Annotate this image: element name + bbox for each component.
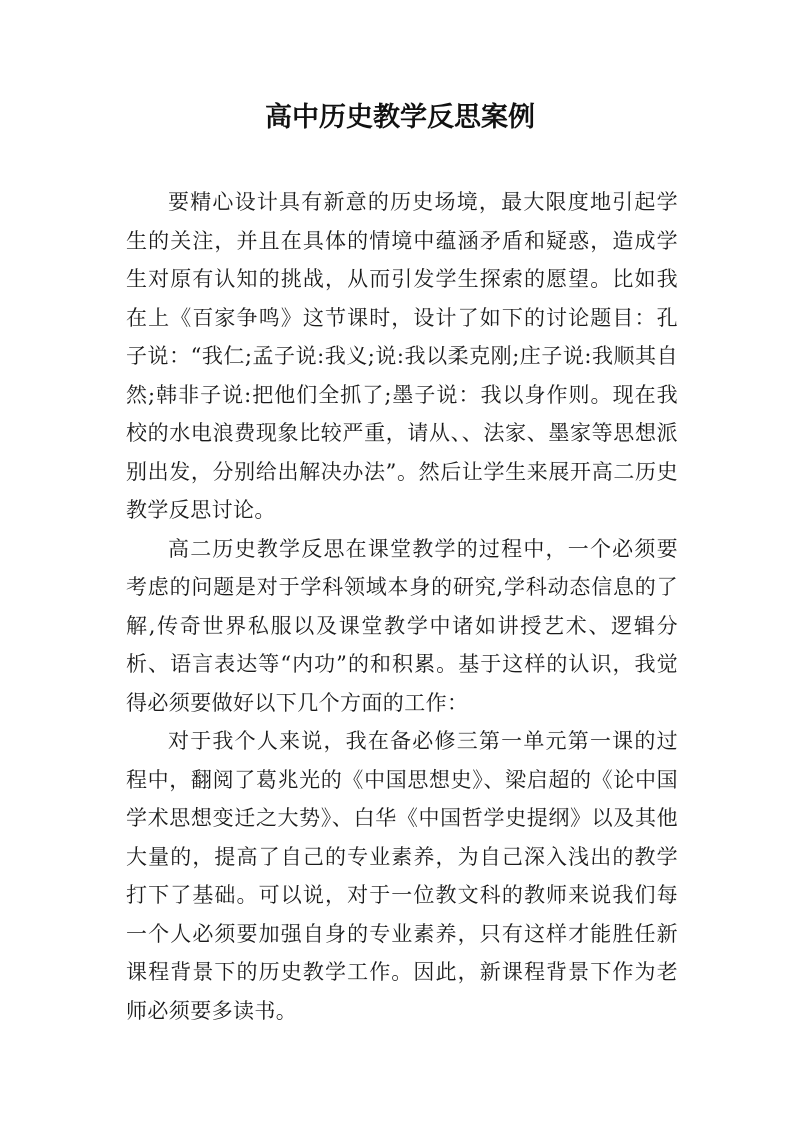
paragraph-3: 对于我个人来说，我在备必修三第一单元第一课的过程中，翻阅了葛兆光的《中国思想史》、梁启超的《论中国学术思想变迁之大势》、白华《中国哲学史提纲》以及其他大量的，提高了自己的专业素养，为自己深入浅出的教学打下了基础。可以说，对于一位教文科的教师来说我们每一个人必须要加强自身的专业素养，只有这样才能胜任新课程背景下的历史教学工作。因此，新课程背景下作为老师必须要多读书。 xyxy=(126,729,678,1023)
paragraph-2: 高二历史教学反思在课堂教学的过程中，一个必须要考虑的问题是对于学科领域本身的研究,学科动态信息的了解,传奇世界私服以及课堂教学中诸如讲授艺术、逻辑分析、语言表达等“内功”的和积累。基于这样的认识，我觉得必须要做好以下几个方面的工作： xyxy=(126,536,678,715)
document-body xyxy=(126,183,678,1030)
document-title: 高中历史教学反思案例 xyxy=(265,102,535,133)
paragraph-1: 要精心设计具有新意的历史场境，最大限度地引起学生的关注，并且在具体的情境中蕴涵矛盾和疑惑，造成学生对原有认知的挑战，从而引发学生探索的愿望。比如我在上《百家争鸣》这节课时，设计了如下的讨论题目：孔子说：“我仁;孟子说:我义;说:我以柔克刚;庄子说:我顺其自然;韩非子说:把他们全抓了;墨子说：我以身作则。现在我校的水电浪费现象比较严重，请从、、法家、墨家等思想派别出发，分别给出解决办法”。然后让学生来展开高二历史教学反思讨论。 xyxy=(126,190,678,522)
